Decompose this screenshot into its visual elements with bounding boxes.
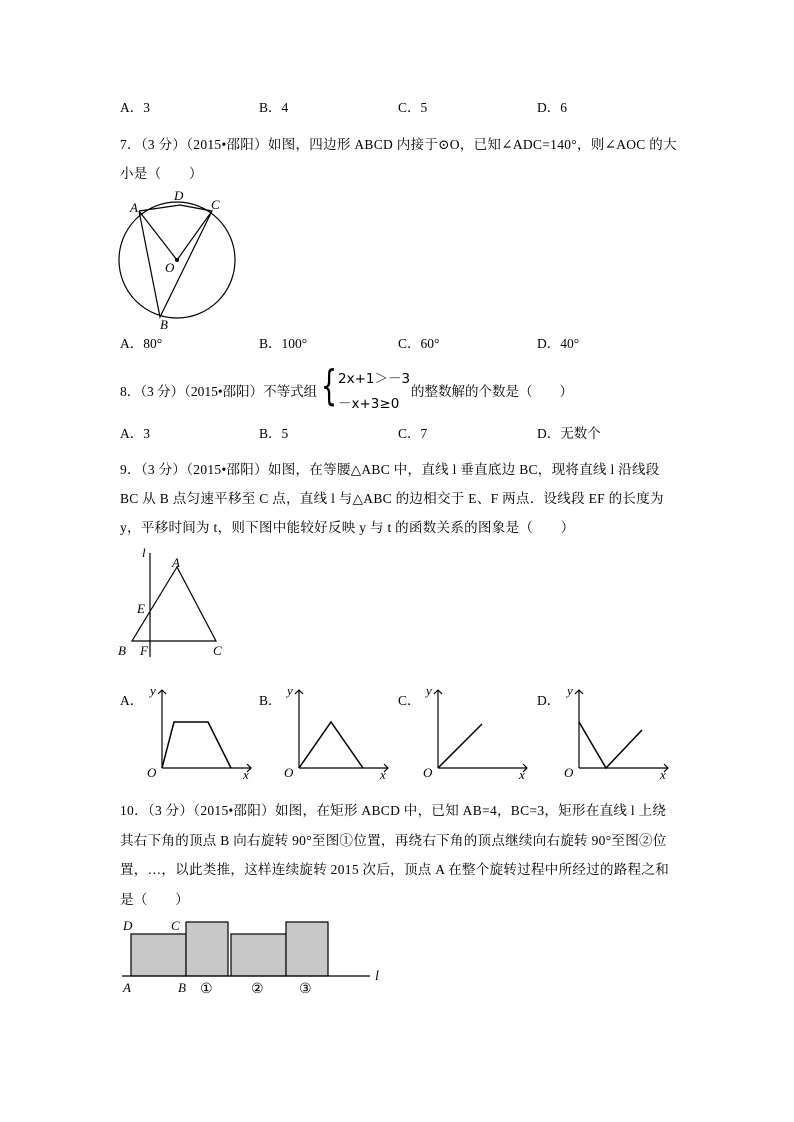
svg-text:A: A (123, 980, 131, 995)
svg-text:O: O (284, 765, 294, 780)
svg-text:O: O (147, 765, 157, 780)
q7-stem-line2: 小是（ ） (120, 166, 203, 181)
label-d: D (174, 188, 184, 203)
svg-text:x: x (243, 767, 249, 782)
svg-text:O: O (423, 765, 433, 780)
q7-option-d: D．40° (537, 336, 580, 351)
q8-inequality-2: －x+3≥0 (338, 396, 400, 412)
q8-brace: { (321, 361, 338, 410)
q7-circle-figure (114, 185, 244, 333)
label-a: A (130, 200, 138, 215)
q8-stem-prefix: 8．（3 分）（2015•邵阳）不等式组 (120, 384, 318, 399)
graph-a-curve (162, 722, 231, 768)
q9-triangle-figure (114, 545, 234, 660)
q8-stem-suffix: 的整数解的个数是（ ） (411, 384, 573, 399)
svg-text:O: O (564, 765, 574, 780)
label-b: B (160, 317, 168, 332)
svg-text:②: ② (251, 982, 264, 997)
svg-text:C: C (171, 918, 180, 933)
q8-option-b: B．5 (259, 426, 289, 441)
label-b: B (118, 643, 126, 658)
center-dot (175, 258, 179, 262)
q6-option-c: C．5 (398, 100, 428, 115)
q7-stem-line1: 7．（3 分）（2015•邵阳）如图，四边形 ABCD 内接于⊙O，已知∠ADC=140°，则∠AOC 的大 (120, 137, 677, 152)
q9-graph-b (280, 682, 392, 782)
q8-inequality-1: 2x+1＞－3 (338, 371, 411, 387)
q10-stem-line1: 10．（3 分）（2015•邵阳）如图，在矩形 ABCD 中，已知 AB=4，BC=3，矩形在直线 l 上绕 (120, 803, 667, 818)
svg-text:B: B (178, 980, 186, 995)
q9-graph-c (419, 682, 531, 782)
label-o: O (165, 260, 175, 275)
q6-option-b: B．4 (259, 100, 289, 115)
q8-option-d: D．无数个 (537, 426, 601, 441)
q9-option-d-label: D． (537, 693, 561, 708)
label-e: E (137, 601, 145, 616)
label-c: C (213, 643, 222, 658)
q10-stem-line4: 是（ ） (120, 892, 189, 907)
q7-option-b: B．100° (259, 336, 308, 351)
q9-stem-line2: BC 从 B 点匀速平移至 C 点，直线 l 与△ABC 的边相交于 E、F 两点．设线段 EF 的长度为 (120, 491, 664, 506)
q7-option-c: C．60° (398, 336, 440, 351)
q9-stem-line1: 9．（3 分）（2015•邵阳）如图，在等腰△ABC 中，直线 l 垂直底边 BC，现将直线 l 沿线段 (120, 462, 660, 477)
svg-text:y: y (426, 683, 432, 698)
q9-graph-d (560, 682, 672, 782)
svg-text:x: x (660, 767, 666, 782)
q10-stem-line3: 置，…，以此类推，这样连续旋转 2015 次后，顶点 A 在整个旋转过程中所经过的路程之和 (120, 862, 670, 877)
q10-rectangles-figure (114, 912, 404, 1002)
q6-option-a: A．3 (120, 100, 150, 115)
q9-graph-a (143, 682, 255, 782)
q9-option-c-label: C． (398, 693, 421, 708)
rect-abcd (131, 934, 186, 976)
label-l: l (142, 545, 146, 560)
q7-option-a: A．80° (120, 336, 163, 351)
graph-d-curve (579, 722, 642, 768)
svg-text:③: ③ (299, 982, 312, 997)
svg-text:l: l (375, 969, 379, 984)
q9-option-a-label: A． (120, 693, 144, 708)
q9-option-b-label: B． (259, 693, 282, 708)
svg-text:x: x (519, 767, 525, 782)
segment-ao (139, 211, 177, 260)
label-a: A (172, 555, 180, 570)
graph-c-curve (438, 724, 482, 768)
q8-option-a: A．3 (120, 426, 150, 441)
svg-text:y: y (567, 683, 573, 698)
q8-option-c: C．7 (398, 426, 428, 441)
label-f: F (140, 643, 148, 658)
rect-position-3 (286, 922, 328, 976)
segment-co (177, 211, 212, 260)
q6-option-d: D．6 (537, 100, 567, 115)
svg-text:x: x (380, 767, 386, 782)
svg-text:D: D (123, 918, 133, 933)
q10-stem-line2: 其右下角的顶点 B 向右旋转 90°至图①位置，再绕右下角的顶点继续向右旋转 90°至图②位 (120, 833, 667, 848)
svg-text:y: y (287, 683, 293, 698)
svg-text:y: y (150, 683, 156, 698)
svg-text:①: ① (200, 982, 213, 997)
graph-b-curve (299, 722, 363, 768)
q9-stem-line3: y，平移时间为 t，则下图中能较好反映 y 与 t 的函数关系的图象是（ ） (120, 520, 575, 535)
rect-position-1 (186, 922, 228, 976)
label-c: C (211, 197, 220, 212)
rect-position-2 (231, 934, 286, 976)
